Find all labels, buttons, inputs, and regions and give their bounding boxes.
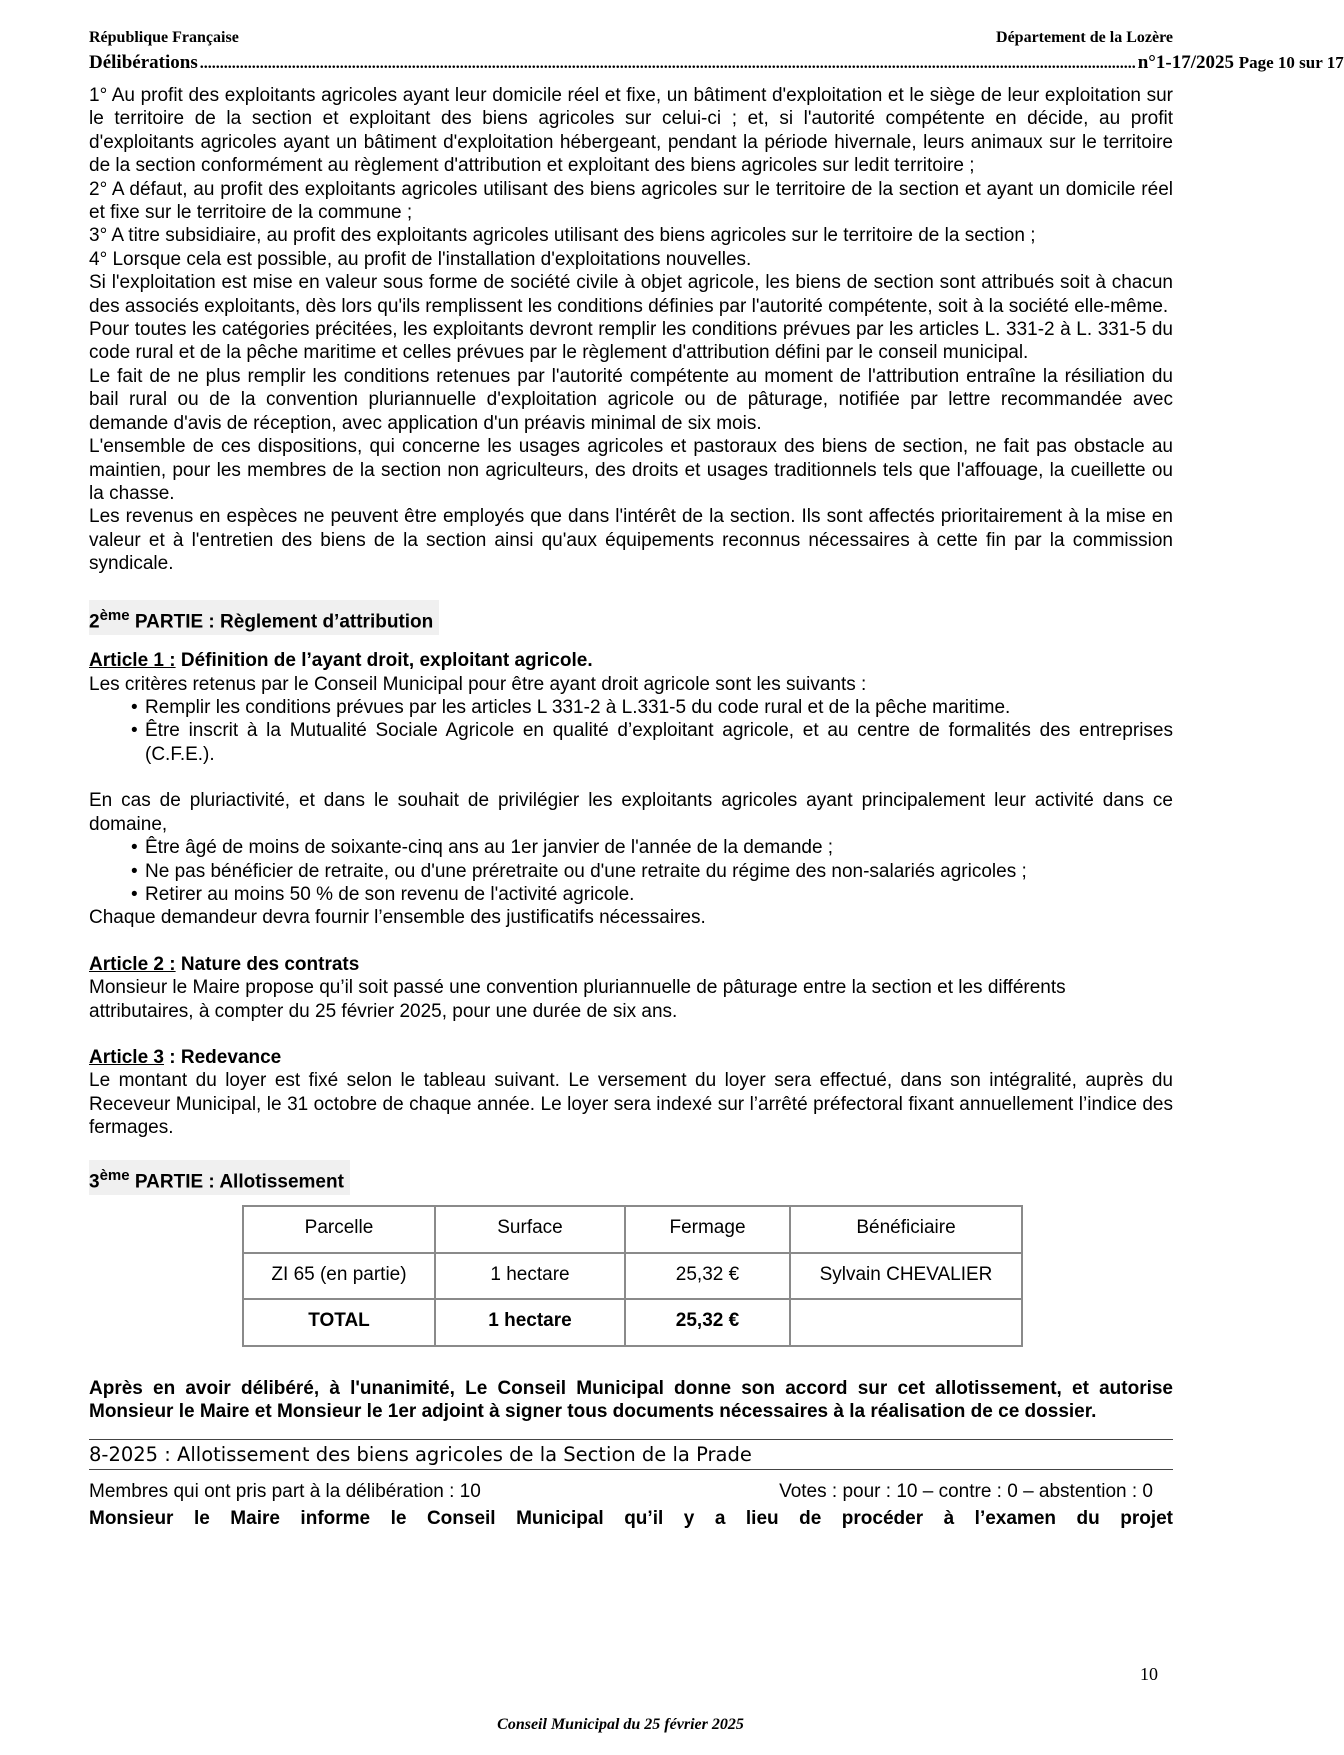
intro-paragraph: Le fait de ne plus remplir les conditions retenues par l'autorité compétente au moment de l'attribution entraîne la résiliation du bail rural ou de la convention pluriannuelle d'exploitation agricole ou de pâturage, notifiée par lettre recommandée avec demande d'avis de réception, avec application d'un préavis minimal de six mois. xyxy=(89,365,1173,434)
article-3-heading xyxy=(89,1046,1173,1069)
intro-paragraph: Pour toutes les catégories précitées, les exploitants devront remplir les conditions prévues par les articles L. 331-2 à L. 331-5 du code rural et de la pêche maritime et celles prévues par le règlement d'attribution défini par le conseil municipal. xyxy=(89,319,1173,364)
column-header-fermage: Fermage xyxy=(625,1206,790,1252)
article-1-closing: Chaque demandeur devra fournir l’ensemble des justificatifs nécessaires. xyxy=(89,907,706,929)
table-cell: 25,32 € xyxy=(625,1253,790,1299)
article-2-text: Monsieur le Maire propose qu’il soit passé une convention pluriannuelle de pâturage entre la section et les différents attributaires, à compter du 25 février 2025, pour une durée de six ans. xyxy=(89,977,1066,1022)
votes-count: Votes : pour : 10 – contre : 0 – abstention : 0 xyxy=(779,1480,1153,1502)
pluriactivity-list xyxy=(89,836,1173,906)
table-cell: Sylvain CHEVALIER xyxy=(790,1253,1022,1299)
list-item: • Être âgé de moins de soixante-cinq ans au 1er janvier de l'année de la demande ; xyxy=(135,836,1173,859)
part-2-heading xyxy=(89,600,439,636)
intro-paragraph: 4° Lorsque cela est possible, au profit de l'installation d'exploitations nouvelles. xyxy=(89,248,752,270)
table-cell: 25,32 € xyxy=(625,1299,790,1345)
members-count: Membres qui ont pris part à la délibération : 10 xyxy=(89,1480,481,1502)
intro-paragraph: 3° A titre subsidiaire, au profit des exploitants agricoles utilisant des biens agricoles sur le territoire de la section ; xyxy=(89,225,1036,247)
header-department: Département de la Lozère xyxy=(996,29,1173,46)
intro-paragraph: 1° Au profit des exploitants agricoles ayant leur domicile réel et fixe, un bâtiment d'exploitation et le siège de leur exploitation sur le territoire de la section et exploitant des biens agricoles sur celui-ci ; et, si l'autorité compétente en décide, au profit d'exploitants agricoles ayant un bâtiment d'exploitation hébergeant, pendant la période hivernale, leurs animaux sur le territoire de la section conformément au règlement d'attribution et exploitant des biens agricoles sur ledit territoire ; xyxy=(89,85,1173,177)
header-bottom-row xyxy=(89,52,1344,74)
page-number: 10 xyxy=(1140,1664,1158,1684)
column-header-beneficiaire: Bénéficiaire xyxy=(790,1206,1022,1252)
pluriactivity-intro: En cas de pluriactivité, et dans le souhait de privilégier les exploitants agricoles ayant principalement leur activité dans ce domaine, xyxy=(89,790,1173,835)
header-reference xyxy=(1138,52,1344,74)
council-decision: Après en avoir délibéré, à l'unanimité, Le Conseil Municipal donne son accord sur cet allotissement, et autorise Monsieur le Maire et Monsieur le 1er adjoint à signer tous documents nécessaires à la réalisation de ce dossier. xyxy=(89,1377,1173,1422)
deliberation-members-row xyxy=(89,1470,1173,1503)
header-deliberations: Délibérations xyxy=(89,52,198,73)
column-header-surface: Surface xyxy=(435,1206,625,1252)
allotment-table xyxy=(242,1205,1023,1346)
header-top-row xyxy=(89,29,1173,47)
list-item: • Être inscrit à la Mutualité Sociale Agricole en qualité d’exploitant agricole, et au centre de formalités des entreprises (C.F.E.). xyxy=(135,719,1173,766)
header-ref-number: n°1-17/2025 xyxy=(1137,52,1234,73)
table-cell: ZI 65 (en partie) xyxy=(243,1253,435,1299)
part-3-ordinal: ème xyxy=(99,1166,130,1184)
part-3-heading xyxy=(89,1160,350,1196)
article-2-label: Article 2 : xyxy=(89,953,176,975)
article-1-intro: Les critères retenus par le Conseil Municipal pour être ayant droit agricole sont les suivants : xyxy=(89,673,867,695)
list-item: • Remplir les conditions prévues par les articles L 331-2 à L.331-5 du code rural et de la pêche maritime. xyxy=(135,696,1173,719)
article-2-heading xyxy=(89,953,1173,976)
intro-paragraph: Si l'exploitation est mise en valeur sous forme de société civile à objet agricole, les biens de section sont attribués soit à chacun des associés exploitants, dès lors qu'ils remplissent les conditions définies par l'autorité compétente, soit à la société elle-même. xyxy=(89,272,1173,317)
part-2-number: 2 xyxy=(89,610,100,632)
header-dot-leader: .......................................................................................................................................................................................................................................... xyxy=(199,55,1136,72)
table-row xyxy=(243,1253,1022,1299)
intro-paragraph: Les revenus en espèces ne peuvent être employés que dans l'intérêt de la section. Ils sont affectés prioritairement à la mise en valeur et à l'entretien des biens de la section ainsi qu'aux équipements reconnus nécessaires à cette fin par la commission syndicale. xyxy=(89,506,1173,575)
part-2-title: PARTIE : Règlement d’attribution xyxy=(129,610,434,632)
document-body xyxy=(89,84,1173,1531)
table-cell xyxy=(790,1299,1022,1345)
next-section-text: Monsieur le Maire informe le Conseil Municipal qu’il y a lieu de procéder à l’examen du projet xyxy=(89,1508,1173,1530)
article-3-text: Le montant du loyer est fixé selon le tableau suivant. Le versement du loyer sera effectué, dans son intégralité, auprès du Receveur Municipal, le 31 octobre de chaque année. Le loyer sera indexé sur l’arrêté préfectoral fixant annuellement l’indice des fermages. xyxy=(89,1070,1173,1139)
article-2-title: Nature des contrats xyxy=(175,953,360,975)
intro-paragraph: L'ensemble de ces dispositions, qui concerne les usages agricoles et pastoraux des biens de section, ne fait pas obstacle au maintien, pour les membres de la section non agriculteurs, des droits et usages traditionnels tels que l'affouage, la cueillette ou la chasse. xyxy=(89,436,1173,504)
header-page-info: Page 10 sur 17 xyxy=(1238,53,1344,72)
article-1-title: Définition de l’ayant droit, exploitant agricole. xyxy=(175,650,593,672)
article-1-heading xyxy=(89,649,1173,672)
next-section-title: 8-2025 : Allotissement des biens agricoles de la Section de la Prade xyxy=(89,1439,1173,1469)
list-item: • Retirer au moins 50 % de son revenu de l'activité agricole. xyxy=(135,883,1173,906)
intro-section xyxy=(89,84,1173,576)
intro-paragraph: 2° A défaut, au profit des exploitants agricoles utilisant des biens agricoles sur le territoire de la section et ayant un domicile réel et fixe sur le territoire de la commune ; xyxy=(89,178,1173,224)
article-1-criteria-list xyxy=(89,696,1173,766)
part-3-title: PARTIE : Allotissement xyxy=(129,1170,344,1192)
table-cell: 1 hectare xyxy=(435,1299,625,1345)
table-header-row xyxy=(243,1206,1022,1252)
article-3-label: Article 3 xyxy=(89,1046,164,1068)
list-item: • Ne pas bénéficier de retraite, ou d'une préretraite ou d'une retraite du régime des non-salariés agricoles ; xyxy=(135,860,1173,883)
table-total-row xyxy=(243,1299,1022,1345)
column-header-parcelle: Parcelle xyxy=(243,1206,435,1252)
page-footer: Conseil Municipal du 25 février 2025 xyxy=(497,1716,744,1733)
table-cell: 1 hectare xyxy=(435,1253,625,1299)
part-2-ordinal: ème xyxy=(99,606,130,624)
article-1-label: Article 1 : xyxy=(89,650,176,672)
header-country: République Française xyxy=(89,29,239,46)
part-3-number: 3 xyxy=(89,1170,100,1192)
table-cell: TOTAL xyxy=(243,1299,435,1345)
article-3-title: : Redevance xyxy=(163,1046,282,1068)
